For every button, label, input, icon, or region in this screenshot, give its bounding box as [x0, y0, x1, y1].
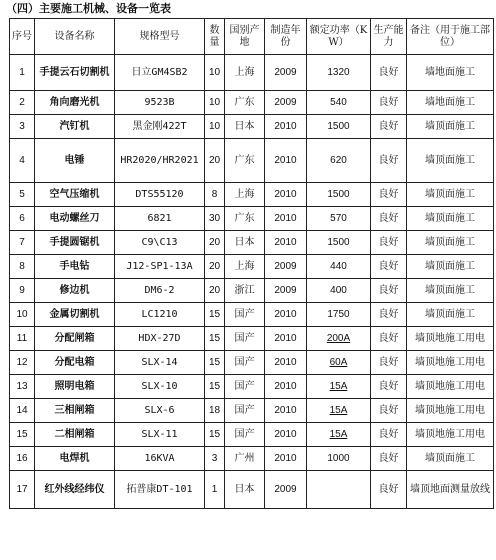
cell-name: 电焊机 [35, 447, 115, 471]
cell-power: 200A [307, 327, 371, 351]
table-row [10, 231, 494, 255]
cell-qty: 15 [205, 303, 225, 327]
table-row [10, 375, 494, 399]
cell-power: 540 [307, 91, 371, 115]
cell-name: 红外线经纬仪 [35, 471, 115, 509]
cell-qty: 15 [205, 423, 225, 447]
cell-power [307, 471, 371, 509]
cell-remark: 墙顶地施工用电 [407, 375, 494, 399]
cell-origin: 上海 [225, 55, 265, 91]
cell-name: 电动螺丝刀 [35, 207, 115, 231]
table-row [10, 351, 494, 375]
cell-name: 角向磨光机 [35, 91, 115, 115]
cell-qty: 3 [205, 447, 225, 471]
table-row [10, 399, 494, 423]
cell-model: SLX-11 [115, 423, 205, 447]
cell-power: 1500 [307, 115, 371, 139]
equipment-table [9, 18, 494, 509]
cell-remark: 墙地面施工 [407, 91, 494, 115]
cell-no: 8 [10, 255, 35, 279]
cell-qty: 15 [205, 351, 225, 375]
table-row [10, 91, 494, 115]
cell-year: 2010 [265, 207, 307, 231]
cell-no: 17 [10, 471, 35, 509]
cell-no: 9 [10, 279, 35, 303]
cell-no: 13 [10, 375, 35, 399]
table-row [10, 55, 494, 91]
cell-name: 修边机 [35, 279, 115, 303]
cell-name: 空气压缩机 [35, 183, 115, 207]
cell-qty: 15 [205, 375, 225, 399]
cell-ability: 良好 [371, 91, 407, 115]
table-row [10, 447, 494, 471]
cell-origin: 国产 [225, 399, 265, 423]
cell-no: 11 [10, 327, 35, 351]
cell-year: 2010 [265, 183, 307, 207]
table-row [10, 139, 494, 183]
cell-ability: 良好 [371, 255, 407, 279]
cell-no: 1 [10, 55, 35, 91]
cell-model: DTS55120 [115, 183, 205, 207]
cell-ability: 良好 [371, 115, 407, 139]
cell-qty: 10 [205, 115, 225, 139]
cell-name: 手提云石切割机 [35, 55, 115, 91]
cell-qty: 10 [205, 55, 225, 91]
table-row [10, 327, 494, 351]
header-cell-no: 序号 [10, 19, 35, 55]
cell-model: 9523B [115, 91, 205, 115]
cell-origin: 国产 [225, 423, 265, 447]
cell-no: 5 [10, 183, 35, 207]
cell-no: 16 [10, 447, 35, 471]
cell-qty: 10 [205, 91, 225, 115]
cell-no: 7 [10, 231, 35, 255]
cell-model: 6821 [115, 207, 205, 231]
cell-remark: 墙顶地施工用电 [407, 399, 494, 423]
cell-year: 2010 [265, 351, 307, 375]
cell-origin: 国产 [225, 327, 265, 351]
cell-no: 15 [10, 423, 35, 447]
cell-year: 2009 [265, 91, 307, 115]
cell-year: 2009 [265, 255, 307, 279]
cell-qty: 20 [205, 279, 225, 303]
cell-ability: 良好 [371, 183, 407, 207]
table-row [10, 255, 494, 279]
cell-year: 2010 [265, 423, 307, 447]
cell-name: 汽钉机 [35, 115, 115, 139]
cell-ability: 良好 [371, 303, 407, 327]
table-row [10, 303, 494, 327]
cell-power: 1500 [307, 231, 371, 255]
cell-origin: 国产 [225, 375, 265, 399]
cell-power: 400 [307, 279, 371, 303]
cell-year: 2009 [265, 471, 307, 509]
cell-ability: 良好 [371, 279, 407, 303]
cell-ability: 良好 [371, 139, 407, 183]
cell-ability: 良好 [371, 231, 407, 255]
cell-origin: 日本 [225, 231, 265, 255]
cell-origin: 广州 [225, 447, 265, 471]
cell-name: 分配电箱 [35, 351, 115, 375]
cell-origin: 广东 [225, 207, 265, 231]
cell-power: 15A [307, 423, 371, 447]
cell-qty: 20 [205, 255, 225, 279]
cell-ability: 良好 [371, 327, 407, 351]
cell-no: 2 [10, 91, 35, 115]
cell-model: SLX-6 [115, 399, 205, 423]
cell-year: 2010 [265, 399, 307, 423]
cell-name: 三相闸箱 [35, 399, 115, 423]
table-row [10, 207, 494, 231]
cell-year: 2010 [265, 303, 307, 327]
cell-remark: 墙顶面施工 [407, 447, 494, 471]
cell-origin: 广东 [225, 139, 265, 183]
cell-ability: 良好 [371, 423, 407, 447]
cell-qty: 15 [205, 327, 225, 351]
cell-remark: 墙顶面施工 [407, 303, 494, 327]
cell-model: HR2020/HR2021 [115, 139, 205, 183]
cell-year: 2010 [265, 447, 307, 471]
cell-origin: 上海 [225, 255, 265, 279]
header-cell-remark: 备注（用于施工部位） [407, 19, 494, 55]
cell-model: 16KVA [115, 447, 205, 471]
cell-model: 日立GM4SB2 [115, 55, 205, 91]
cell-origin: 日本 [225, 115, 265, 139]
cell-ability: 良好 [371, 351, 407, 375]
header-cell-name: 设备名称 [35, 19, 115, 55]
cell-model: DM6-2 [115, 279, 205, 303]
cell-ability: 良好 [371, 399, 407, 423]
table-row [10, 423, 494, 447]
cell-remark: 墙顶面施工 [407, 207, 494, 231]
cell-name: 分配闸箱 [35, 327, 115, 351]
cell-year: 2009 [265, 55, 307, 91]
cell-remark: 墙地面施工 [407, 55, 494, 91]
cell-no: 6 [10, 207, 35, 231]
cell-year: 2010 [265, 327, 307, 351]
cell-name: 金属切割机 [35, 303, 115, 327]
cell-power: 1320 [307, 55, 371, 91]
cell-remark: 墙顶面施工 [407, 183, 494, 207]
header-cell-year: 制造年份 [265, 19, 307, 55]
cell-remark: 墙顶面施工 [407, 255, 494, 279]
cell-name: 二相闸箱 [35, 423, 115, 447]
cell-power: 60A [307, 351, 371, 375]
cell-power: 15A [307, 375, 371, 399]
header-cell-qty: 数量 [205, 19, 225, 55]
table-row [10, 183, 494, 207]
cell-remark: 墙顶地施工用电 [407, 327, 494, 351]
cell-no: 4 [10, 139, 35, 183]
cell-origin: 国产 [225, 303, 265, 327]
cell-power: 440 [307, 255, 371, 279]
header-row [10, 19, 494, 55]
cell-remark: 墙顶面施工 [407, 279, 494, 303]
cell-model: SLX-10 [115, 375, 205, 399]
cell-origin: 浙江 [225, 279, 265, 303]
cell-qty: 20 [205, 139, 225, 183]
cell-no: 14 [10, 399, 35, 423]
header-cell-origin: 国别产地 [225, 19, 265, 55]
cell-ability: 良好 [371, 375, 407, 399]
cell-model: SLX-14 [115, 351, 205, 375]
cell-qty: 8 [205, 183, 225, 207]
cell-model: HDX-27D [115, 327, 205, 351]
header-cell-ability: 生产能力 [371, 19, 407, 55]
cell-remark: 墙顶面施工 [407, 231, 494, 255]
cell-no: 12 [10, 351, 35, 375]
cell-name: 手提圆锯机 [35, 231, 115, 255]
cell-qty: 18 [205, 399, 225, 423]
cell-power: 1500 [307, 183, 371, 207]
cell-origin: 上海 [225, 183, 265, 207]
table-row [10, 471, 494, 509]
cell-model: LC1210 [115, 303, 205, 327]
cell-name: 电锤 [35, 139, 115, 183]
cell-power: 15A [307, 399, 371, 423]
cell-power: 1000 [307, 447, 371, 471]
cell-origin: 国产 [225, 351, 265, 375]
cell-model: J12-SP1-13A [115, 255, 205, 279]
cell-model: 黑金刚422T [115, 115, 205, 139]
cell-no: 10 [10, 303, 35, 327]
cell-year: 2010 [265, 375, 307, 399]
cell-remark: 墙顶面施工 [407, 115, 494, 139]
cell-origin: 广东 [225, 91, 265, 115]
cell-year: 2010 [265, 139, 307, 183]
cell-qty: 20 [205, 231, 225, 255]
cell-remark: 墙顶地施工用电 [407, 423, 494, 447]
cell-power: 1750 [307, 303, 371, 327]
header-cell-model: 规格型号 [115, 19, 205, 55]
cell-name: 手电钻 [35, 255, 115, 279]
cell-no: 3 [10, 115, 35, 139]
cell-ability: 良好 [371, 55, 407, 91]
table-row [10, 115, 494, 139]
cell-ability: 良好 [371, 471, 407, 509]
table-row [10, 279, 494, 303]
cell-name: 照明电箱 [35, 375, 115, 399]
cell-year: 2010 [265, 231, 307, 255]
header-cell-power: 额定功率（KW） [307, 19, 371, 55]
cell-remark: 墙顶面施工 [407, 139, 494, 183]
cell-ability: 良好 [371, 447, 407, 471]
document-title: （四）主要施工机械、设备一览表 [6, 2, 171, 15]
cell-remark: 墙顶地面测量放线 [407, 471, 494, 509]
cell-qty: 1 [205, 471, 225, 509]
cell-year: 2010 [265, 115, 307, 139]
cell-origin: 日本 [225, 471, 265, 509]
cell-power: 570 [307, 207, 371, 231]
cell-remark: 墙顶地施工用电 [407, 351, 494, 375]
cell-ability: 良好 [371, 207, 407, 231]
cell-qty: 30 [205, 207, 225, 231]
cell-model: C9\C13 [115, 231, 205, 255]
cell-model: 拓普康DT-101 [115, 471, 205, 509]
cell-year: 2009 [265, 279, 307, 303]
cell-power: 620 [307, 139, 371, 183]
